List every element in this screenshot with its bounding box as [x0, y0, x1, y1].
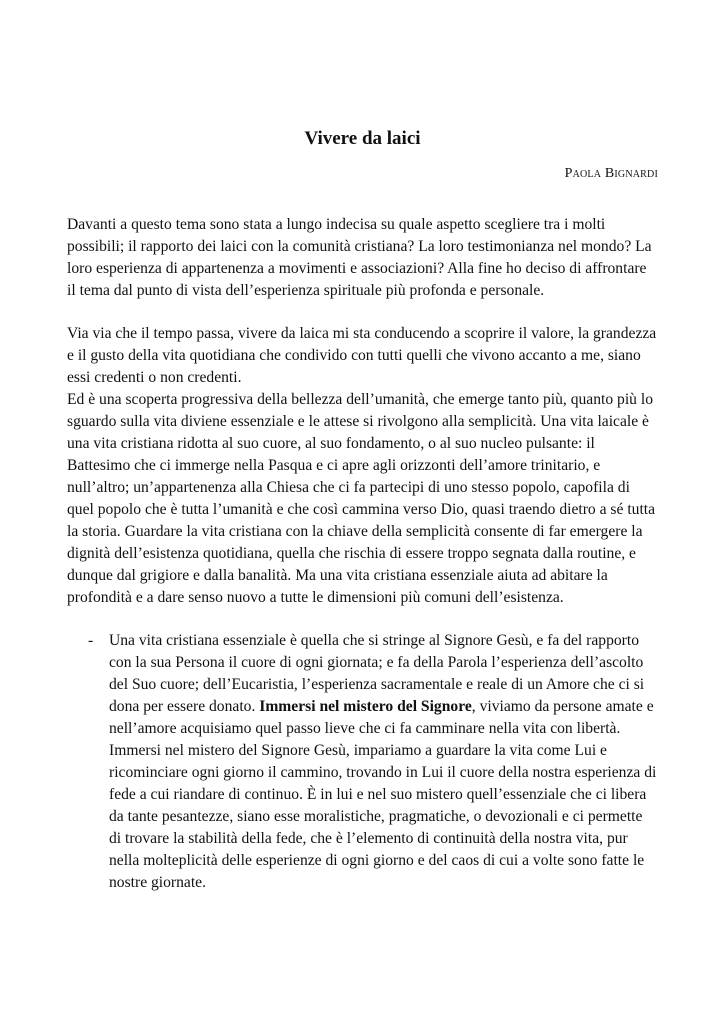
bold-phrase: Immersi nel mistero del Signore [259, 698, 472, 715]
list-item [67, 630, 658, 894]
paragraph-intro: Davanti a questo tema sono stata a lungo indecisa su quale aspetto scegliere tra i molti possibili; il rapporto dei laici con la comunità cristiana? La loro testimonianza nel mondo? La loro esperienza di appartenenza a movimenti e associazioni? Alla fine ho deciso di affrontare il tema dal punto di vista dell’esperienza spirituale più profonda e personale. [67, 216, 652, 299]
document-title: Vivere da laici [304, 128, 421, 149]
bullet-marker: - [88, 632, 94, 649]
bullet-text-start: Una vita cristiana essenziale è quella che si stringe al Signore Gesù, e fa del rapporto con la sua Persona il cuore di ogni giornata; e fa della Parola l’esperienza dell’ascolto del Suo cuore; dell’Eucaristia, l’esperienza sacramentale e reale di un Amore che ci si dona per essere donato. [109, 632, 645, 715]
bullet-list [67, 630, 658, 894]
bullet-text-end: , viviamo da persone amate e nell’amore acquisiamo quel passo lieve che ci fa camminare nella vita con libertà. Immersi nel mistero del Signore Gesù, impariamo a guardare la vita come Lui e ricominciare ogni giorno il cammino, trovando in Lui il cuore della nostra esperienza di fede a cui riandare di continuo. È in lui e nel suo mistero quell’essenziale che ci libera da tante pesantezze, siano esse moralistiche, pragmatiche, o devozionali e ci permette di trovare la stabilità della fede, che è l’elemento di continuità della nostra vita, pur nella molteplicità delle esperienze di ogni giorno e del caos di cui a volte sono fatte le nostre giornate. [109, 698, 657, 891]
paragraph-simplicity: Ed è una scoperta progressiva della bellezza dell’umanità, che emerge tanto più, quanto più lo sguardo sulla vita diviene essenziale e le attese si rivolgono alla semplicità. Una vita laicale è una vita cristiana ridotta al suo cuore, al suo fondamento, o al suo nucleo pulsante: il Battesimo che ci immerge nella Pasqua e ci apre agli orizzonti dell’amore trinitario, e null’altro; un’appartenenza alla Chiesa che ci fa partecipi di uno stesso popolo, capofila di quel popolo che è tutta l’umanità e che così cammina verso Dio, quasi traendo dietro a sé tutta la storia. Guardare la vita cristiana con la chiave della semplicità consente di far emergere la dignità dell’esistenza quotidiana, quella che rischia di essere troppo segnata dalla routine, e dunque dal grigiore e dalla banalità. Ma una vita cristiana essenziale aiuta ad abitare la profondità e a dare senso nuovo a tutte le dimensioni più comuni dell’esistenza. [67, 391, 656, 606]
bullet-text [109, 630, 658, 894]
document-author: Paola Bignardi [564, 166, 658, 181]
paragraph-everyday-life: Via via che il tempo passa, vivere da laica mi sta conducendo a scoprire il valore, la grandezza e il gusto della vita quotidiana che condivido con tutti quelli che vivono accanto a me, siano essi credenti o non credenti. [67, 325, 657, 386]
document-body [67, 214, 658, 894]
